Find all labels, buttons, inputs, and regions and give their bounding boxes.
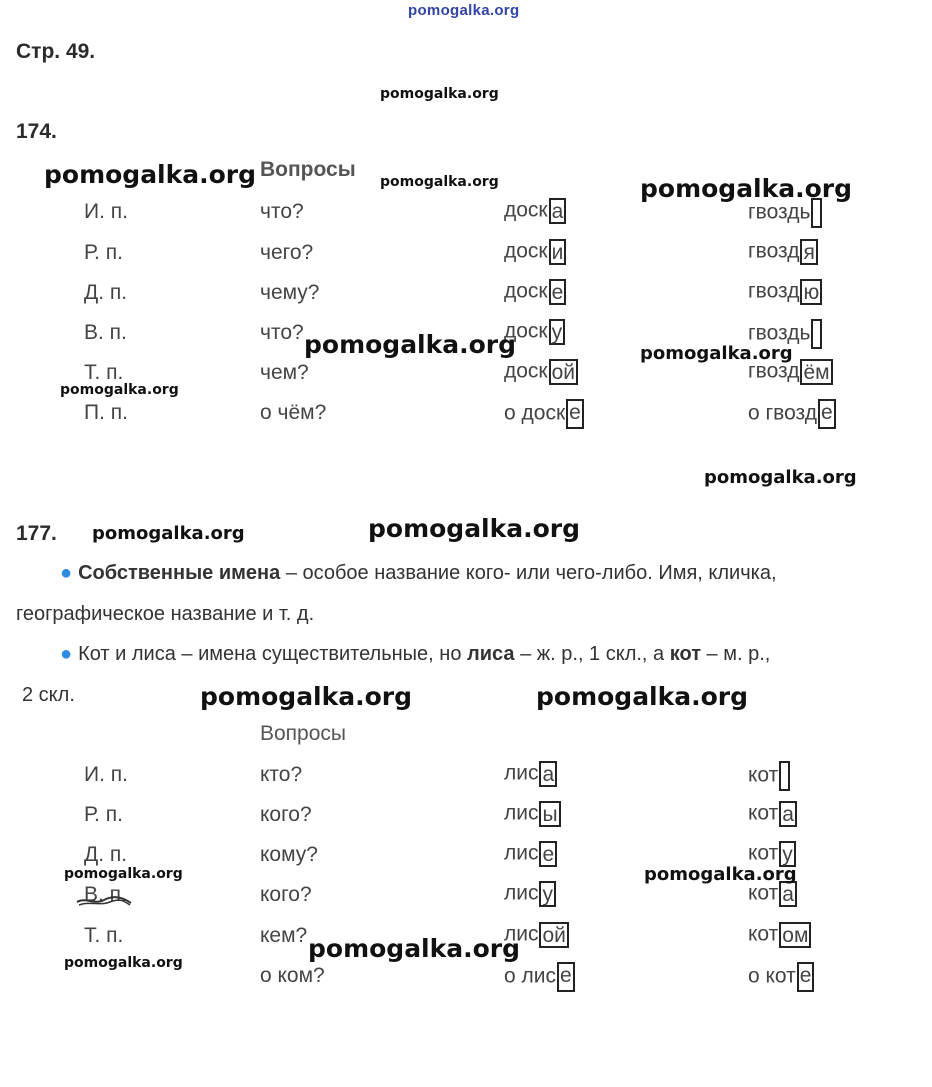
- ending-box: е: [797, 962, 815, 992]
- ending-box: е: [566, 399, 584, 429]
- watermark: pomogalka.org: [64, 955, 183, 971]
- case-label: Д. п.: [84, 281, 128, 304]
- word-stem: лис: [504, 801, 539, 825]
- case-question: что?: [260, 200, 304, 223]
- case-label: Р. п.: [84, 803, 123, 826]
- ending-box: и: [549, 239, 567, 265]
- word-stem: о доск: [504, 401, 566, 425]
- word-lisa: [504, 801, 561, 827]
- case-label: Т. п.: [84, 361, 124, 384]
- paragraph-2: [60, 643, 770, 666]
- word-doska: [504, 279, 566, 305]
- watermark-top: pomogalka.org: [408, 2, 520, 19]
- paragraph-2-line-2: 2 скл.: [22, 684, 75, 706]
- watermark: pomogalka.org: [304, 330, 517, 359]
- ending-box: е: [539, 841, 557, 867]
- ending-box: ём: [800, 359, 832, 385]
- case-question: о чём?: [260, 401, 327, 424]
- ending-box: у: [539, 881, 556, 907]
- exercise-number-174: 174.: [16, 120, 57, 143]
- word-stem: доск: [504, 279, 548, 303]
- ending-box: ы: [539, 801, 560, 827]
- word-doska: [504, 399, 584, 429]
- exercise-number-177: 177.: [16, 522, 57, 545]
- ending-box: ой: [549, 359, 578, 385]
- ending-box: у: [549, 319, 566, 345]
- watermark: pomogalka.org: [64, 866, 183, 882]
- word-stem: кот: [748, 841, 779, 865]
- term-kot: кот: [669, 643, 701, 665]
- ending-box: е: [557, 962, 575, 992]
- bullet-dot: ●: [60, 643, 73, 665]
- case-label: И. п.: [84, 763, 128, 786]
- questions-header: Вопросы: [260, 722, 347, 745]
- word-stem: доск: [504, 359, 548, 383]
- case-label: И. п.: [84, 200, 128, 223]
- ending-box: [811, 319, 822, 349]
- word-kot: [748, 801, 797, 827]
- word-doska: [504, 198, 566, 224]
- word-lisa: [504, 962, 575, 992]
- word-stem: доск: [504, 198, 548, 222]
- watermark: pomogalka.org: [380, 174, 499, 190]
- watermark: pomogalka.org: [640, 343, 793, 364]
- bullet-dot: ●: [60, 562, 73, 584]
- ending-box: [811, 198, 822, 228]
- word-kot: [748, 761, 790, 791]
- case-question: чего?: [260, 241, 314, 264]
- paragraph-text: Кот и лиса – имена существительные, но: [78, 643, 468, 665]
- word-stem: о лис: [504, 964, 556, 988]
- word-lisa: [504, 841, 557, 867]
- word-stem: гвоздь: [748, 321, 811, 345]
- word-kot: [748, 922, 811, 948]
- case-question: кто?: [260, 763, 303, 786]
- word-stem: доск: [504, 319, 548, 343]
- word-stem: гвоздь: [748, 200, 811, 224]
- watermark: pomogalka.org: [60, 382, 179, 398]
- word-stem: гвозд: [748, 279, 800, 303]
- ending-box: ю: [800, 279, 822, 305]
- questions-header: Вопросы: [260, 158, 356, 181]
- watermark: pomogalka.org: [380, 86, 499, 102]
- watermark: pomogalka.org: [536, 682, 749, 711]
- case-question: чему?: [260, 281, 320, 304]
- case-label: В. п.: [84, 321, 127, 344]
- ending-box: а: [539, 761, 557, 787]
- watermark: pomogalka.org: [92, 523, 245, 544]
- page-label: Стр. 49.: [16, 40, 96, 63]
- word-doska: [504, 239, 566, 265]
- watermark: pomogalka.org: [44, 160, 257, 189]
- case-label: В. п.: [84, 883, 127, 906]
- term-lisa: лиса: [467, 643, 515, 665]
- word-stem: лис: [504, 841, 539, 865]
- word-stem: о гвозд: [748, 401, 817, 425]
- paragraph-1-line-2: географическое название и т. д.: [16, 603, 315, 625]
- word-stem: кот: [748, 922, 779, 946]
- word-stem: доск: [504, 239, 548, 263]
- ending-box: у: [779, 841, 796, 867]
- watermark: pomogalka.org: [644, 864, 797, 885]
- watermark: pomogalka.org: [368, 514, 581, 543]
- word-gvozd: [748, 279, 822, 305]
- word-stem: гвозд: [748, 359, 800, 383]
- ending-box: а: [779, 881, 797, 907]
- case-question: что?: [260, 321, 304, 344]
- ending-box: ом: [779, 922, 811, 948]
- case-label: Р. п.: [84, 241, 123, 264]
- ending-box: я: [800, 239, 817, 265]
- word-gvozd: [748, 198, 822, 228]
- watermark: pomogalka.org: [704, 467, 857, 488]
- case-question: кем?: [260, 924, 308, 947]
- word-lisa: [504, 881, 556, 907]
- ending-box: е: [549, 279, 567, 305]
- word-stem: гвозд: [748, 239, 800, 263]
- watermark: pomogalka.org: [640, 174, 853, 203]
- word-gvozd: [748, 239, 818, 265]
- case-question: чем?: [260, 361, 309, 384]
- word-stem: кот: [748, 801, 779, 825]
- word-stem: кот: [748, 881, 779, 905]
- ending-box: е: [818, 399, 836, 429]
- paragraph-1: [60, 562, 777, 585]
- case-question: о ком?: [260, 964, 325, 987]
- ending-box: ой: [539, 922, 568, 948]
- case-question: кого?: [260, 883, 312, 906]
- paragraph-text: – м. р.,: [701, 643, 771, 665]
- case-label: Т. п.: [84, 924, 124, 947]
- case-label: П. п.: [84, 401, 128, 424]
- watermark: pomogalka.org: [308, 934, 521, 963]
- case-label: Д. п.: [84, 843, 128, 866]
- paragraph-text: – особое название кого- или чего-либо. Имя, кличка,: [280, 562, 777, 584]
- word-kot: [748, 962, 814, 992]
- ending-box: а: [549, 198, 567, 224]
- paragraph-text: – ж. р., 1 скл., а: [514, 643, 670, 665]
- word-lisa: [504, 761, 557, 787]
- ending-box: [779, 761, 790, 791]
- case-question: кому?: [260, 843, 318, 866]
- scribble-strike-mark: [76, 893, 132, 907]
- word-gvozd: [748, 399, 836, 429]
- word-stem: лис: [504, 881, 539, 905]
- word-doska: [504, 359, 578, 385]
- watermark: pomogalka.org: [200, 682, 413, 711]
- word-stem: о кот: [748, 964, 796, 988]
- term-proper-names: Собственные имена: [78, 562, 281, 584]
- ending-box: а: [779, 801, 797, 827]
- case-question: кого?: [260, 803, 312, 826]
- word-stem: лис: [504, 922, 539, 946]
- word-stem: кот: [748, 763, 779, 787]
- word-stem: лис: [504, 761, 539, 785]
